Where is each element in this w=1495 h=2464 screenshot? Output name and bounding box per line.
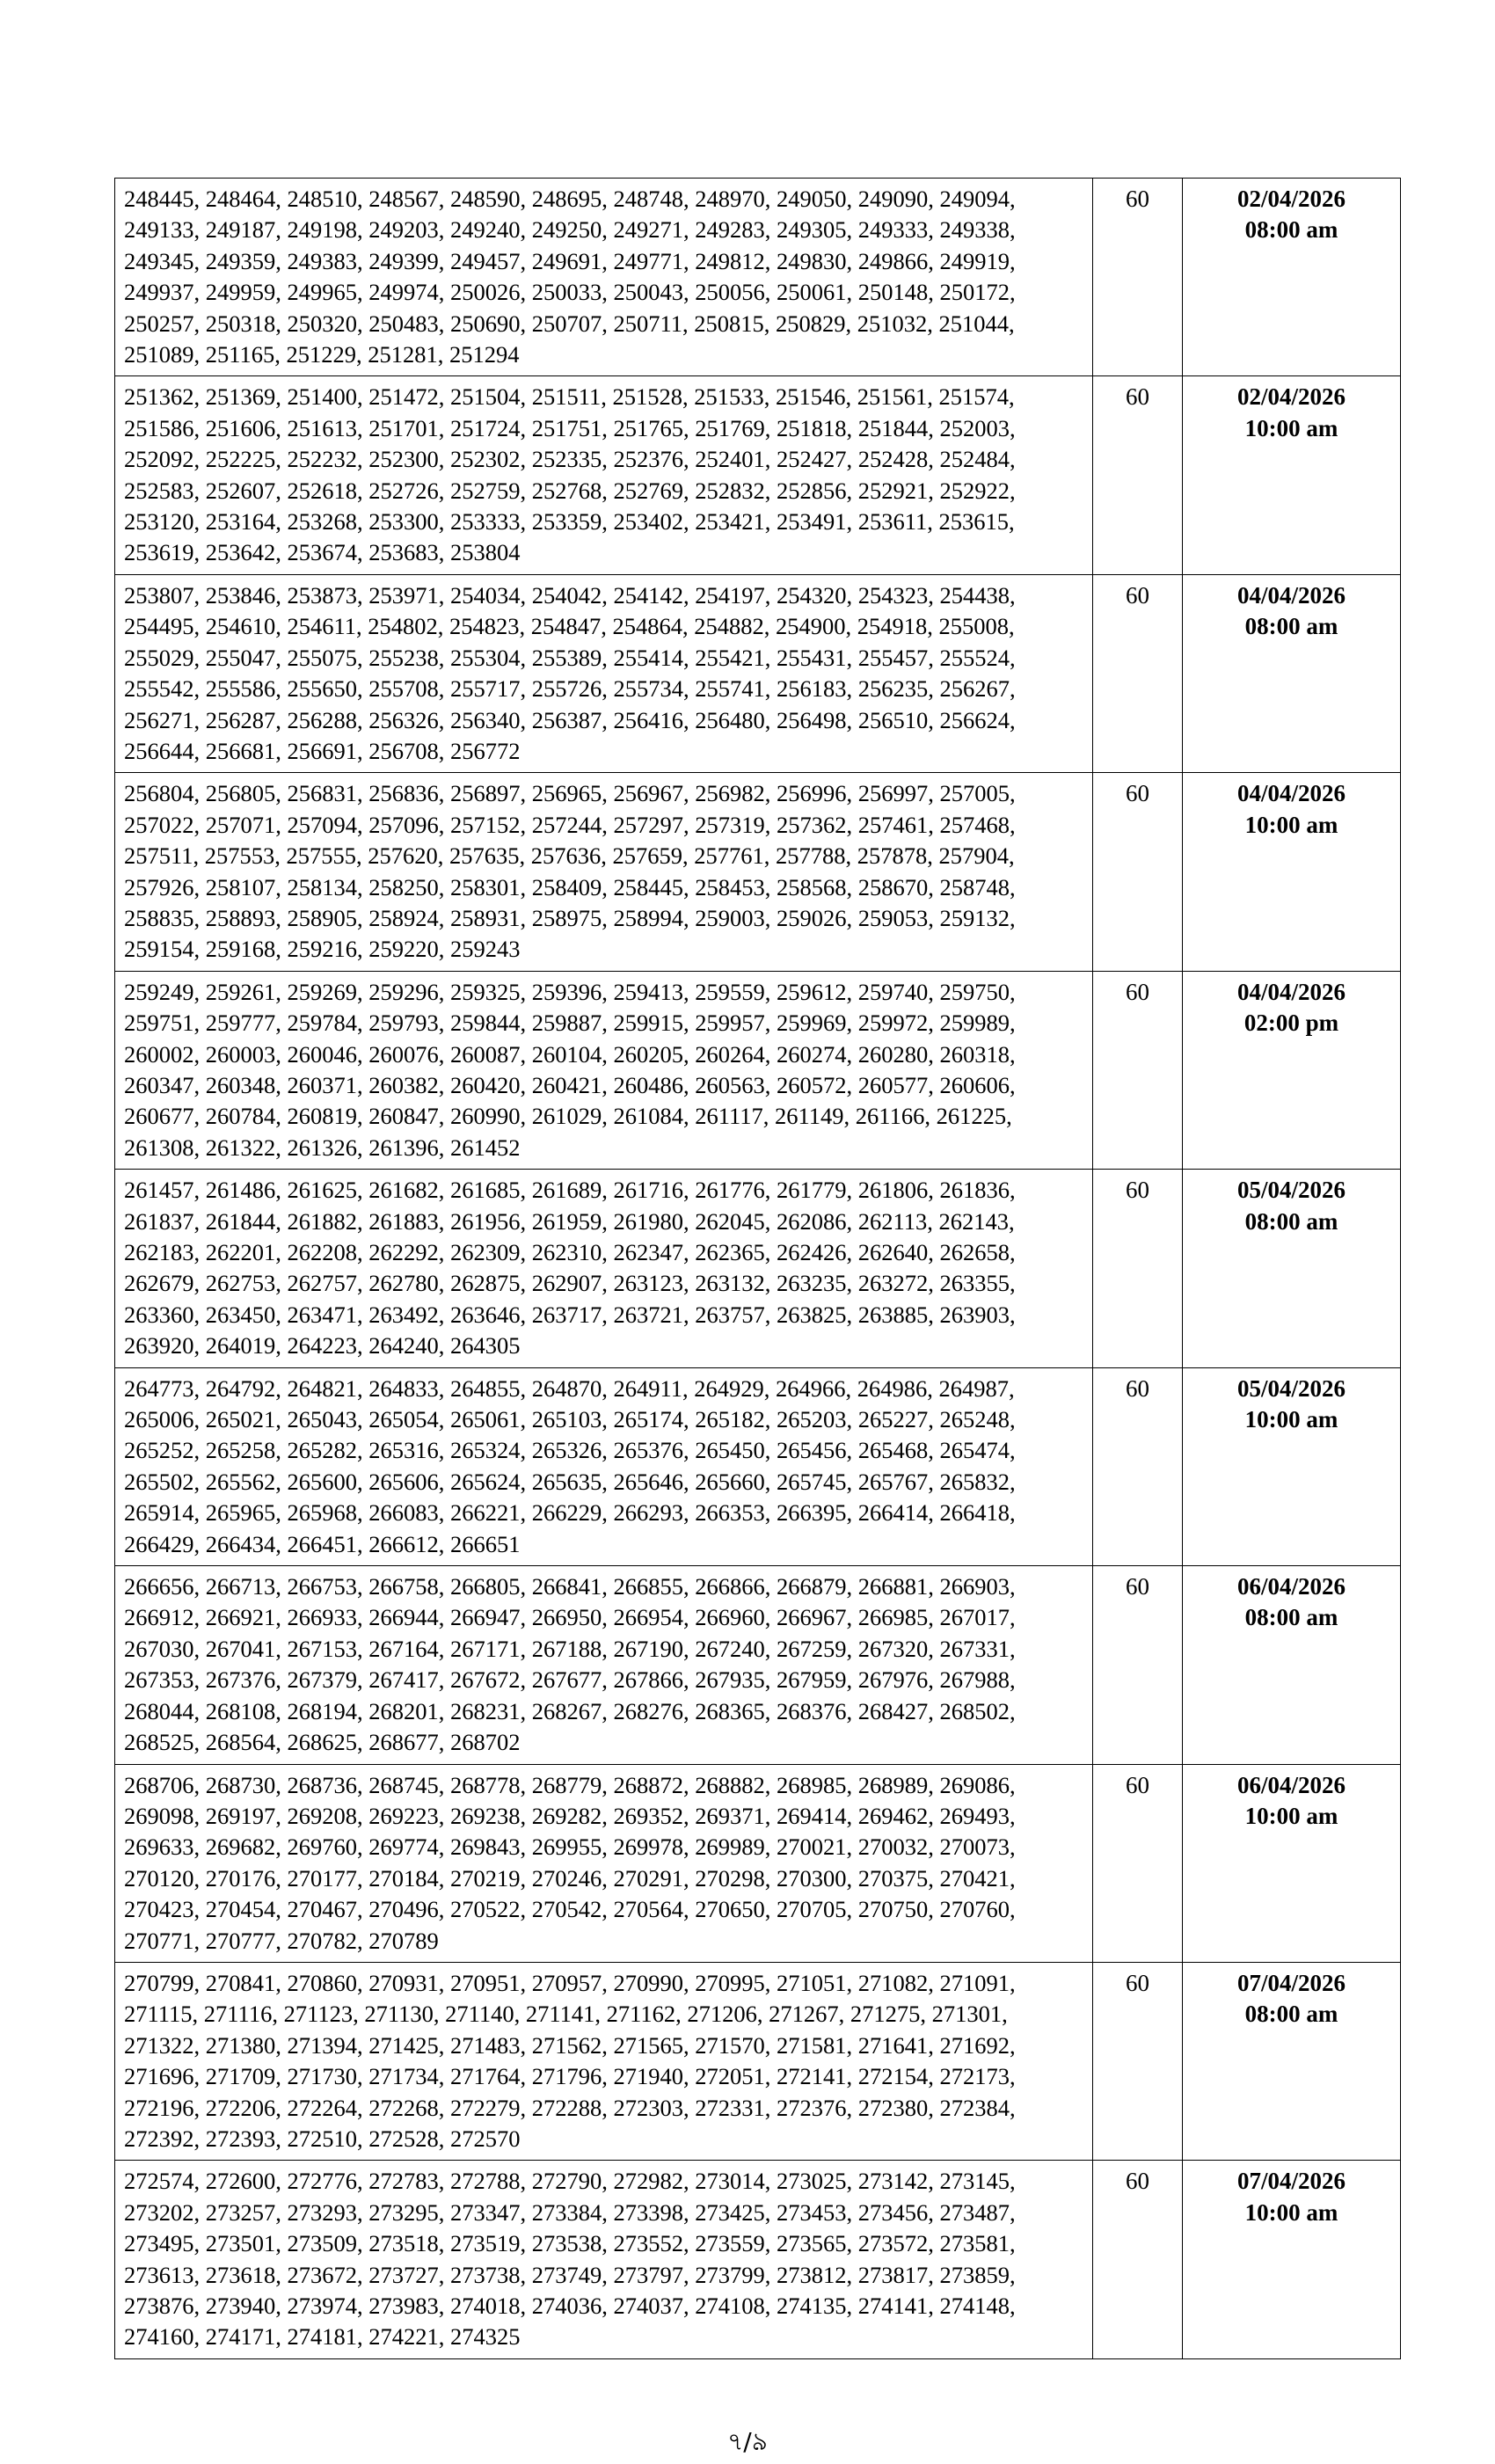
table-row — [115, 179, 1401, 376]
table-row — [115, 1566, 1401, 1764]
exam-time: 08:00 am — [1244, 2001, 1338, 2028]
schedule-table — [114, 178, 1401, 2359]
candidate-count-cell: 60 — [1093, 773, 1183, 971]
candidate-count-cell: 60 — [1093, 1962, 1183, 2160]
exam-date: 05/04/2026 — [1236, 1177, 1346, 1204]
candidate-count-cell: 60 — [1093, 1566, 1183, 1764]
exam-date: 04/04/2026 — [1236, 581, 1346, 609]
exam-datetime-cell — [1183, 179, 1401, 376]
schedule-body — [115, 179, 1401, 2359]
exam-datetime-cell — [1183, 574, 1401, 772]
exam-date: 02/04/2026 — [1236, 383, 1346, 411]
exam-time: 08:00 am — [1244, 613, 1338, 640]
exam-date: 06/04/2026 — [1236, 1771, 1346, 1798]
exam-datetime-cell — [1183, 1566, 1401, 1764]
candidate-count-cell: 60 — [1093, 179, 1183, 376]
roll-numbers-cell: 248445, 248464, 248510, 248567, 248590, 248695, 248748, 248970, 249050, 249090, 249094, 249133, 249187, 249198, 249203, 249240, 249250, 249271, 249283, 249305, 249333, 249338, 249345, 249359, 249383, 249399, 249457, 249691, 249771, 249812, 249830, 249866, 249919, 249937, 249959, 249965, 249974, 250026, 250033, 250043, 250056, 250061, 250148, 250172, 250257, 250318, 250320, 250483, 250690, 250707, 250711, 250815, 250829, 251032, 251044, 251089, 251165, 251229, 251281, 251294 — [115, 179, 1093, 376]
exam-time: 10:00 am — [1244, 1802, 1338, 1829]
table-row — [115, 1764, 1401, 1962]
roll-numbers-cell: 251362, 251369, 251400, 251472, 251504, 251511, 251528, 251533, 251546, 251561, 251574, 251586, 251606, 251613, 251701, 251724, 251751, 251765, 251769, 251818, 251844, 252003, 252092, 252225, 252232, 252300, 252302, 252335, 252376, 252401, 252427, 252428, 252484, 252583, 252607, 252618, 252726, 252759, 252768, 252769, 252832, 252856, 252921, 252922, 253120, 253164, 253268, 253300, 253333, 253359, 253402, 253421, 253491, 253611, 253615, 253619, 253642, 253674, 253683, 253804 — [115, 376, 1093, 574]
roll-numbers-cell: 253807, 253846, 253873, 253971, 254034, 254042, 254142, 254197, 254320, 254323, 254438, 254495, 254610, 254611, 254802, 254823, 254847, 254864, 254882, 254900, 254918, 255008, 255029, 255047, 255075, 255238, 255304, 255389, 255414, 255421, 255431, 255457, 255524, 255542, 255586, 255650, 255708, 255717, 255726, 255734, 255741, 256183, 256235, 256267, 256271, 256287, 256288, 256326, 256340, 256387, 256416, 256480, 256498, 256510, 256624, 256644, 256681, 256691, 256708, 256772 — [115, 574, 1093, 772]
candidate-count-cell: 60 — [1093, 1367, 1183, 1565]
table-row — [115, 1170, 1401, 1367]
exam-date: 04/04/2026 — [1236, 780, 1346, 807]
candidate-count-cell: 60 — [1093, 2161, 1183, 2358]
exam-time: 10:00 am — [1244, 811, 1338, 838]
candidate-count-cell: 60 — [1093, 574, 1183, 772]
table-row — [115, 773, 1401, 971]
exam-time: 10:00 am — [1244, 414, 1338, 441]
exam-time: 02:00 pm — [1243, 1010, 1339, 1037]
exam-time: 08:00 am — [1244, 1207, 1338, 1235]
exam-time: 10:00 am — [1244, 2198, 1338, 2226]
exam-time: 10:00 am — [1244, 1406, 1338, 1433]
exam-datetime-cell — [1183, 1170, 1401, 1367]
exam-datetime-cell — [1183, 773, 1401, 971]
exam-date: 02/04/2026 — [1236, 186, 1346, 212]
exam-time: 08:00 am — [1244, 216, 1338, 244]
table-row — [115, 1962, 1401, 2160]
exam-datetime-cell — [1183, 2161, 1401, 2358]
roll-numbers-cell: 270799, 270841, 270860, 270931, 270951, 270957, 270990, 270995, 271051, 271082, 271091, 271115, 271116, 271123, 271130, 271140, 271141, 271162, 271206, 271267, 271275, 271301, 271322, 271380, 271394, 271425, 271483, 271562, 271565, 271570, 271581, 271641, 271692, 271696, 271709, 271730, 271734, 271764, 271796, 271940, 272051, 272141, 272154, 272173, 272196, 272206, 272264, 272268, 272279, 272288, 272303, 272331, 272376, 272380, 272384, 272392, 272393, 272510, 272528, 272570 — [115, 1962, 1093, 2160]
exam-datetime-cell — [1183, 376, 1401, 574]
roll-numbers-cell: 264773, 264792, 264821, 264833, 264855, 264870, 264911, 264929, 264966, 264986, 264987, 265006, 265021, 265043, 265054, 265061, 265103, 265174, 265182, 265203, 265227, 265248, 265252, 265258, 265282, 265316, 265324, 265326, 265376, 265450, 265456, 265468, 265474, 265502, 265562, 265600, 265606, 265624, 265635, 265646, 265660, 265745, 265767, 265832, 265914, 265965, 265968, 266083, 266221, 266229, 266293, 266353, 266395, 266414, 266418, 266429, 266434, 266451, 266612, 266651 — [115, 1367, 1093, 1565]
roll-numbers-cell: 266656, 266713, 266753, 266758, 266805, 266841, 266855, 266866, 266879, 266881, 266903, 266912, 266921, 266933, 266944, 266947, 266950, 266954, 266960, 266967, 266985, 267017, 267030, 267041, 267153, 267164, 267171, 267188, 267190, 267240, 267259, 267320, 267331, 267353, 267376, 267379, 267417, 267672, 267677, 267866, 267935, 267959, 267976, 267988, 268044, 268108, 268194, 268201, 268231, 268267, 268276, 268365, 268376, 268427, 268502, 268525, 268564, 268625, 268677, 268702 — [115, 1566, 1093, 1764]
exam-date: 07/04/2026 — [1236, 2168, 1346, 2195]
candidate-count-cell: 60 — [1093, 1170, 1183, 1367]
page-number: ৭/৯ — [727, 2427, 768, 2456]
roll-numbers-cell: 268706, 268730, 268736, 268745, 268778, 268779, 268872, 268882, 268985, 268989, 269086, 269098, 269197, 269208, 269223, 269238, 269282, 269352, 269371, 269414, 269462, 269493, 269633, 269682, 269760, 269774, 269843, 269955, 269978, 269989, 270021, 270032, 270073, 270120, 270176, 270177, 270184, 270219, 270246, 270291, 270298, 270300, 270375, 270421, 270423, 270454, 270467, 270496, 270522, 270542, 270564, 270650, 270705, 270750, 270760, 270771, 270777, 270782, 270789 — [115, 1764, 1093, 1962]
candidate-count-cell: 60 — [1093, 376, 1183, 574]
exam-datetime-cell — [1183, 1367, 1401, 1565]
exam-datetime-cell — [1183, 1962, 1401, 2160]
table-row — [115, 1367, 1401, 1565]
exam-datetime-cell — [1183, 971, 1401, 1169]
roll-numbers-cell: 256804, 256805, 256831, 256836, 256897, 256965, 256967, 256982, 256996, 256997, 257005, 257022, 257071, 257094, 257096, 257152, 257244, 257297, 257319, 257362, 257461, 257468, 257511, 257553, 257555, 257620, 257635, 257636, 257659, 257761, 257788, 257878, 257904, 257926, 258107, 258134, 258250, 258301, 258409, 258445, 258453, 258568, 258670, 258748, 258835, 258893, 258905, 258924, 258931, 258975, 258994, 259003, 259026, 259053, 259132, 259154, 259168, 259216, 259220, 259243 — [115, 773, 1093, 971]
exam-date: 06/04/2026 — [1236, 1573, 1346, 1600]
candidate-count-cell: 60 — [1093, 971, 1183, 1169]
roll-numbers-cell: 261457, 261486, 261625, 261682, 261685, 261689, 261716, 261776, 261779, 261806, 261836, 261837, 261844, 261882, 261883, 261956, 261959, 261980, 262045, 262086, 262113, 262143, 262183, 262201, 262208, 262292, 262309, 262310, 262347, 262365, 262426, 262640, 262658, 262679, 262753, 262757, 262780, 262875, 262907, 263123, 263132, 263235, 263272, 263355, 263360, 263450, 263471, 263492, 263646, 263717, 263721, 263757, 263825, 263885, 263903, 263920, 264019, 264223, 264240, 264305 — [115, 1170, 1093, 1367]
exam-date: 04/04/2026 — [1236, 978, 1346, 1005]
roll-numbers-cell: 259249, 259261, 259269, 259296, 259325, 259396, 259413, 259559, 259612, 259740, 259750, 259751, 259777, 259784, 259793, 259844, 259887, 259915, 259957, 259969, 259972, 259989, 260002, 260003, 260046, 260076, 260087, 260104, 260205, 260264, 260274, 260280, 260318, 260347, 260348, 260371, 260382, 260420, 260421, 260486, 260563, 260572, 260577, 260606, 260677, 260784, 260819, 260847, 260990, 261029, 261084, 261117, 261149, 261166, 261225, 261308, 261322, 261326, 261396, 261452 — [115, 971, 1093, 1169]
exam-time: 08:00 am — [1244, 1604, 1338, 1631]
roll-numbers-cell: 272574, 272600, 272776, 272783, 272788, 272790, 272982, 273014, 273025, 273142, 273145, 273202, 273257, 273293, 273295, 273347, 273384, 273398, 273425, 273453, 273456, 273487, 273495, 273501, 273509, 273518, 273519, 273538, 273552, 273559, 273565, 273572, 273581, 273613, 273618, 273672, 273727, 273738, 273749, 273797, 273799, 273812, 273817, 273859, 273876, 273940, 273974, 273983, 274018, 274036, 274037, 274108, 274135, 274141, 274148, 274160, 274171, 274181, 274221, 274325 — [115, 2161, 1093, 2358]
table-row — [115, 2161, 1401, 2358]
table-row — [115, 574, 1401, 772]
exam-date: 05/04/2026 — [1236, 1374, 1346, 1402]
exam-date: 07/04/2026 — [1236, 1969, 1346, 1996]
table-row — [115, 376, 1401, 574]
exam-datetime-cell — [1183, 1764, 1401, 1962]
table-row — [115, 971, 1401, 1169]
candidate-count-cell: 60 — [1093, 1764, 1183, 1962]
